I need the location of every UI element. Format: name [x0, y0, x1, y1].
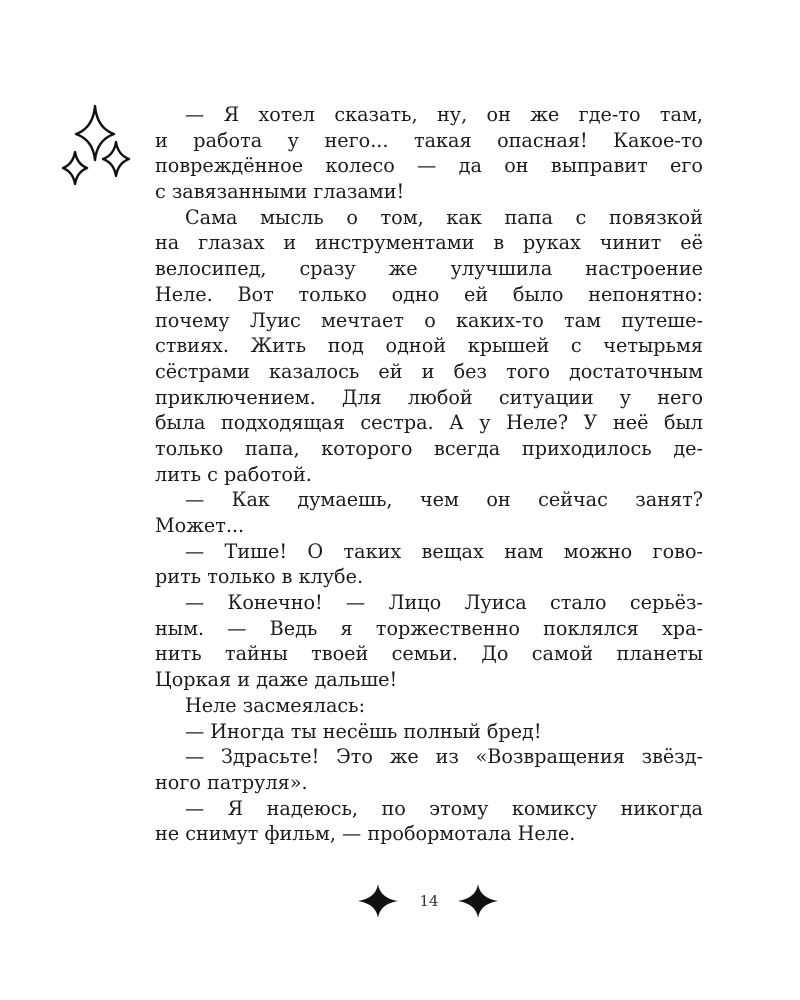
page-number: 14 — [419, 892, 439, 910]
page-body-text — [155, 102, 703, 847]
text-line: Сама мысль о том, как папа с повязкой — [185, 205, 703, 229]
text-line: ным. — Ведь я торжественно поклялся хра- — [155, 616, 703, 640]
text-line: не снимут фильм, — пробормотала Неле. — [155, 822, 576, 846]
text-line: повреждённое колесо — да он выправит его — [155, 154, 703, 178]
text-line: — Я хотел сказать, ну, он же где-то там, — [185, 103, 703, 126]
text-line: только папа, которого всегда приходилось де- — [155, 436, 703, 460]
text-line: — Как думаешь, чем он сейчас занят? — [185, 488, 703, 512]
text-line: ствиях. Жить под одной крышей с четырьмя — [155, 334, 703, 358]
text-line: — Я надеюсь, по этому комиксу никогда — [185, 796, 703, 820]
text-line: приключением. Для любой ситуации у него — [155, 385, 703, 409]
text-line: и работа у него... такая опасная! Какое-то — [155, 128, 703, 152]
text-line: на глазах и инструментами в руках чинит её — [155, 231, 703, 255]
text-line: Может... — [155, 514, 245, 537]
footer-star-left-icon — [358, 884, 398, 918]
footer-star-right-icon — [458, 884, 498, 918]
text-line: нить тайны твоей семьи. До самой планеты — [155, 642, 703, 666]
text-line: лить с работой. — [155, 462, 312, 486]
text-line: Цоркая и даже дальше! — [155, 668, 398, 692]
page-footer — [0, 884, 800, 918]
text-line: — Здрасьте! Это же из «Возвращения звёзд- — [185, 745, 703, 769]
text-line: была подходящая сестра. А у Неле? У неё был — [155, 411, 703, 435]
text-line: почему Луис мечтает о каких-то там путеше- — [155, 308, 703, 332]
corner-sparkle-stars-icon — [58, 104, 138, 188]
text-line: рить только в клубе. — [155, 565, 364, 589]
text-line: сёстрами казалось ей и без того достаточным — [155, 359, 703, 383]
text-line: Неле засмеялась: — [185, 693, 366, 717]
text-line: велосипед, сразу же улучшила настроение — [155, 257, 703, 281]
text-line: — Конечно! — Лицо Луиса стало серьёз- — [185, 591, 703, 615]
text-line: с завязанными глазами! — [155, 180, 405, 204]
text-line: — Тише! О таких вещах нам можно гово- — [185, 539, 703, 563]
text-line: Неле. Вот только одно ей было непонятно: — [155, 282, 703, 306]
text-line: ного патруля». — [155, 770, 308, 794]
text-line: — Иногда ты несёшь полный бред! — [185, 719, 542, 743]
